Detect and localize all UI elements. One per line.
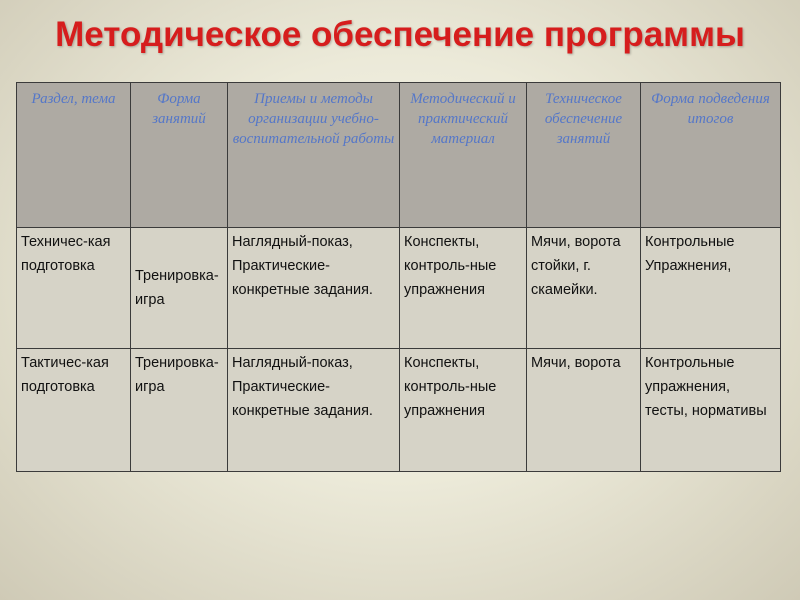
- header-material: Методический и практический материал: [400, 83, 527, 228]
- table-row: [17, 228, 781, 349]
- cell-form: Тренировка-игра: [131, 349, 228, 472]
- header-form: Форма занятий: [131, 83, 228, 228]
- cell-material: Конспекты, контроль-ные упражнения: [400, 228, 527, 349]
- header-results: Форма подведения итогов: [641, 83, 781, 228]
- page-title: Методическое обеспечение программы: [55, 15, 745, 54]
- cell-equipment: Мячи, ворота: [527, 349, 641, 472]
- cell-section: Тактичес-кая подготовка: [17, 349, 131, 472]
- header-methods: Приемы и методы организации учебно-воспитательной работы: [228, 83, 400, 228]
- cell-material: Конспекты, контроль-ные упражнения: [400, 349, 527, 472]
- cell-section: Техничес-кая подготовка: [17, 228, 131, 349]
- table-header-row: [17, 83, 781, 228]
- cell-results: Контрольные Упражнения,: [641, 228, 781, 349]
- cell-equipment: Мячи, ворота стойки, г. скамейки.: [527, 228, 641, 349]
- header-equipment: Техническое обеспечение занятий: [527, 83, 641, 228]
- cell-results: Контрольные упражнения, тесты, нормативы: [641, 349, 781, 472]
- cell-methods: Наглядный-показ, Практические-конкретные задания.: [228, 349, 400, 472]
- table-row: [17, 349, 781, 472]
- cell-methods: Наглядный-показ, Практические-конкретные задания.: [228, 228, 400, 349]
- cell-form: Тренировка-игра: [131, 228, 228, 349]
- header-section: Раздел, тема: [17, 83, 131, 228]
- methodology-table: [16, 82, 781, 472]
